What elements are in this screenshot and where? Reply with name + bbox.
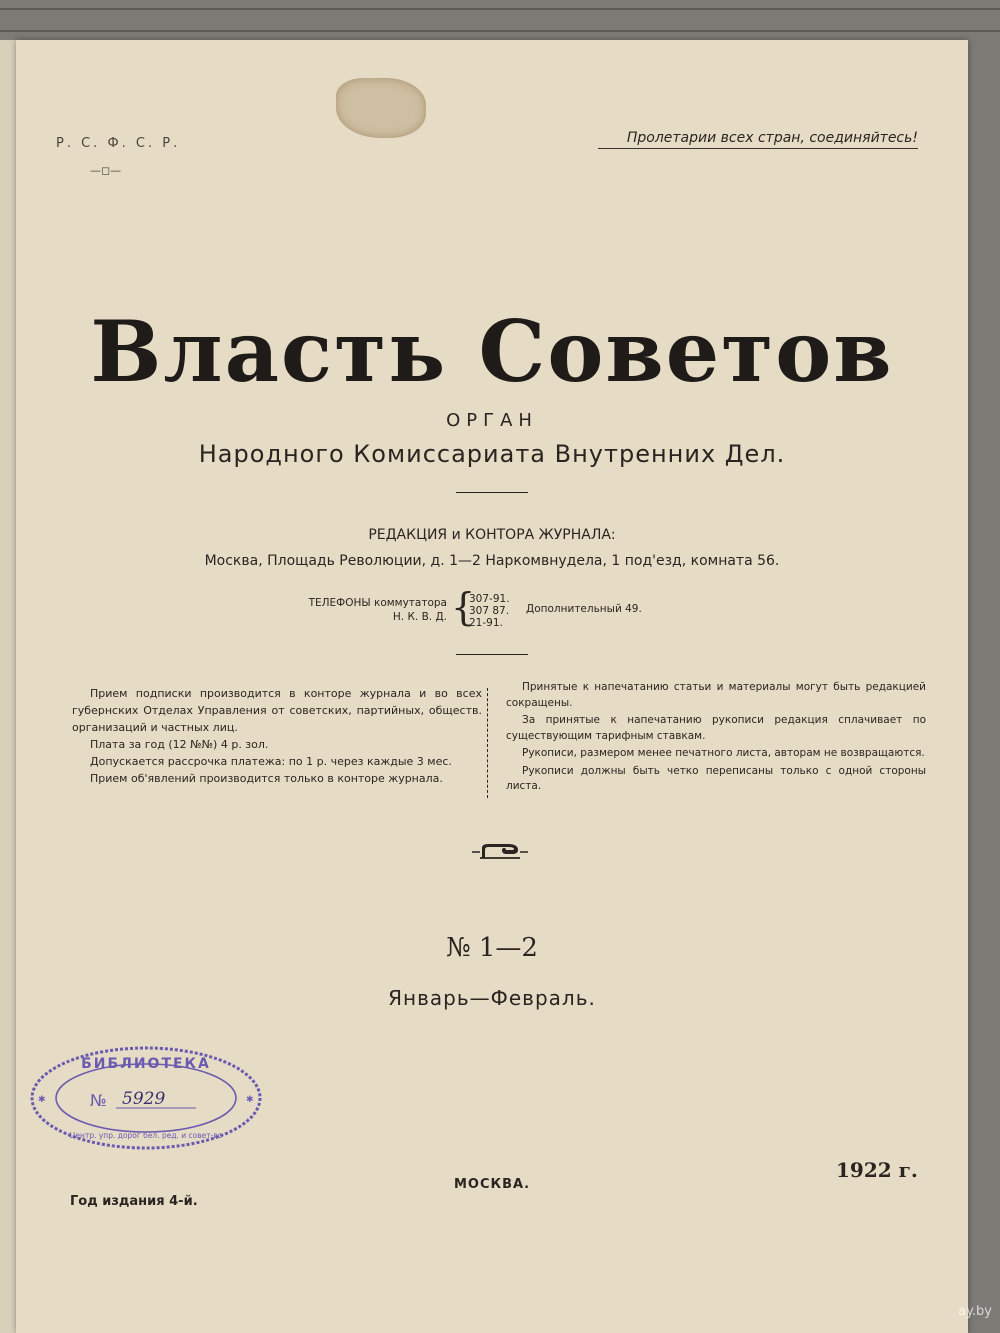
svg-text:✱: ✱ — [38, 1095, 46, 1105]
phones-label-line: Н. К. В. Д. — [392, 611, 447, 623]
magazine-title: Власть Советов — [90, 302, 894, 401]
organ-label: ОРГАН — [446, 410, 538, 431]
editorial-address: Москва, Площадь Революции, д. 1—2 Наркомвнудела, 1 под'езд, комната 56. — [204, 553, 780, 569]
stamp-number-label: № — [90, 1091, 107, 1110]
manuscript-paragraph: Рукописи, размером менее печатного листа, авторам не возвращаются. — [522, 747, 925, 759]
manuscript-info — [506, 680, 926, 797]
subscription-paragraph: Плата за год (12 №№) 4 р. зол. — [90, 738, 269, 751]
city — [16, 1177, 968, 1192]
library-stamp — [26, 1042, 266, 1158]
city-label: МОСКВА. — [453, 1177, 531, 1192]
divider-rule — [456, 654, 528, 655]
editorial-heading: РЕДАКЦИЯ и КОНТОРА ЖУРНАЛА: — [368, 527, 616, 543]
subscription-info — [72, 685, 482, 787]
floor-board-line — [0, 30, 1000, 32]
issue-number: № 1—2 — [446, 933, 538, 963]
paper-tear — [336, 78, 426, 138]
slogan: Пролетарии всех стран, соединяйтесь! — [598, 130, 918, 149]
phone-extra: Дополнительный 49. — [526, 603, 642, 615]
publisher-subtitle: Народного Комиссариата Внутренних Дел. — [198, 440, 786, 468]
manuscript-paragraph: Принятые к напечатанию статьи и материалы могут быть редакцией сокращены. — [506, 681, 926, 709]
subscription-paragraph: Прием подписки производится в конторе журнала и во всех губернских Отделах Управления от советских, партийных, обществ. организаций и частных лиц. — [72, 687, 482, 734]
column-divider — [487, 688, 488, 798]
subscription-paragraph: Допускается рассрочка платежа: по 1 р. через каждые 3 мес. — [90, 755, 452, 768]
stamp-number-value: 5929 — [122, 1089, 166, 1109]
watermark: ay.by — [958, 1304, 992, 1319]
phones-label — [292, 596, 447, 624]
ornament-icon — [472, 840, 528, 868]
stamp-top-text: БИБЛИОТЕКА — [81, 1056, 211, 1072]
manuscript-paragraph: За принятые к напечатанию рукописи редакция сплачивает по существующим тарифным ставкам. — [506, 714, 926, 742]
phone-number: 307-91. — [469, 593, 510, 605]
edition-year: Год издания 4-й. — [70, 1194, 198, 1209]
stamp-bottom-text: Центр. упр. дорог бел. ред. и совет-во — [69, 1131, 223, 1140]
phone-number: 21-91. — [469, 617, 503, 629]
issue-months: Январь—Февраль. — [388, 986, 596, 1010]
rsfsr-label: Р. С. Ф. С. Р. — [56, 136, 181, 151]
phones-label-line: ТЕЛЕФОНЫ коммутатора — [308, 597, 447, 609]
magazine-cover — [16, 40, 968, 1333]
phone-number: 307 87. — [469, 605, 510, 617]
floor-board-line — [0, 8, 1000, 10]
subscription-paragraph: Прием об'явлений производится только в конторе журнала. — [90, 772, 443, 785]
divider-rule — [456, 492, 528, 493]
publication-year: 1922 г. — [836, 1158, 918, 1182]
svg-text:✱: ✱ — [246, 1095, 254, 1105]
brace-icon: { — [451, 585, 476, 629]
manuscript-paragraph: Рукописи должны быть четко переписаны только с одной стороны листа. — [506, 764, 926, 792]
phone-numbers — [469, 593, 510, 629]
rsfsr-ornament: —◻— — [90, 164, 122, 177]
